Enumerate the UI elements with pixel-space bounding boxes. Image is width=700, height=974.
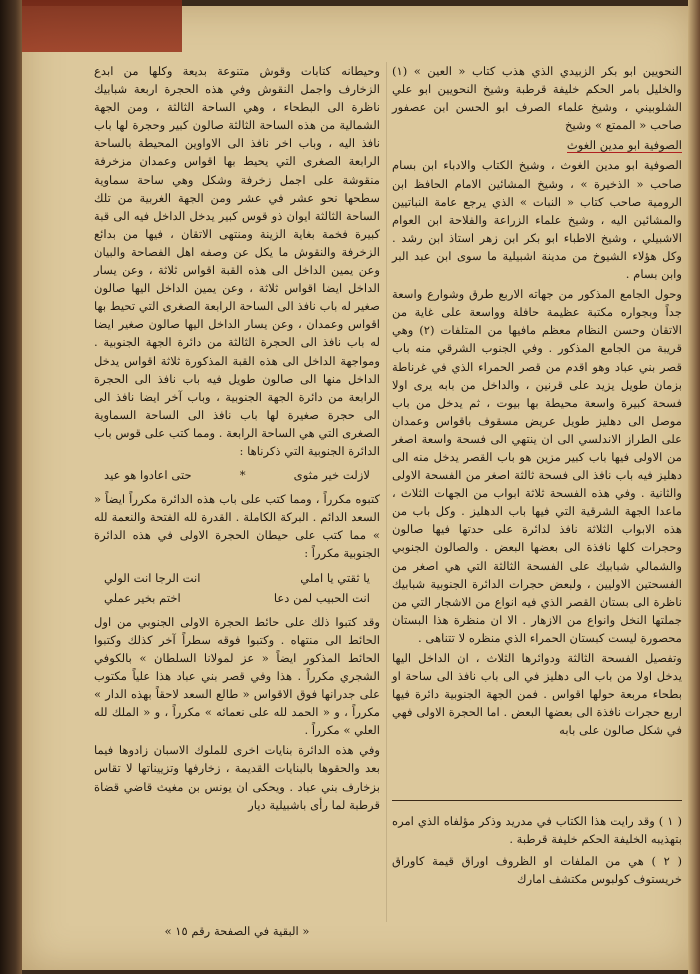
hemistich-right: لازلت خير مثوى [293,468,370,483]
paragraph: النحويين ابو بكر الزبيدي الذي هذب كتاب « العين » (١) والخليل بامر الحكم خليفة قرطبة وشيخ النحويين ابو علي الشلوبيني ، وشيخ علماء الصرف ابو الحسن ابن عصفور صاحب « الممتع » وشيخ [392,64,682,133]
hemistich-right: يا ثقتي يا املي [300,570,370,585]
book-binding [0,0,22,974]
left-column [94,62,380,816]
poem-verse-2 [104,569,370,607]
verse-separator: * [239,468,246,483]
paragraph: كتبوه مكرراً ، ومما كتب على باب هذه الدائرة مكرراً ايضاً « السعد الدائم . البركة الكاملة . القدرة لله الفتحة والنعمة لله » مما كتب على حيطان الحجرة الاولى في هذه الدائرة الجنوبية مكرراً : [94,492,380,561]
poem-line [104,569,370,587]
column-divider [386,62,387,922]
hemistich-right: انت الحبيب لمن دعا [273,590,370,605]
right-column [392,62,682,741]
paragraph: وقد كتبوا ذلك على حائط الحجرة الاولى الجنوبي من اول الحائط الى منتهاه . وكتبوا فوقه سطراً آخر كذلك وكتبوا الحائط المذكور ايضاً « عز لمولانا السلطان » بالكوفي الشجري مكرراً . هذا وفي قصر بني عباد هذا علياً مكتوب على جدرانها فوق الاقواس « طالع السعد لاحقاً بهذه الدار » مكرراً ، و « الحمد لله على نعمائه » مكرراً ، و « الملك لله العلي » مكرراً . [94,614,380,738]
paragraph: وحيطانه كتابات وقوش متنوعة بديعة وكلها من ابدع الزخارف واجمل النقوش وفي هذه الحجرة اربعة شبابيك ناظرة الى البطحاء ، وهي الساحة الثالثة ، ومن الجهة الشمالية من هذه الساحة الثالثة صالون كبير وحجرة لها باب نافذ اليه ، وباب اخر نافذ الى الاواوين المحيطة بالساحة الرابعة الصغرى التي يحيط بها اقواس وعمدان مزخرفة منقوشة على اجمل زخرفة وشكل وهي ساحة سماوية سطحها نحو عشر في عشر ومن الجهة الغربية من تلك الساحة الثالثة ايوان ذو قوس كبير يدخل الداخل فيه الى قبة كبيرة فخمة بغاية الزينة ومنتهى الاتقان ، فيها من بدائع الزخرفة والنقوش ما يكل عن وصفه اهل الفصاحة والبيان وعن يمين الداخل الى هذه القبة اقواس ثلاثة ، وعن يسار الداخل ايضا اقواس ثلاثة ، وعن يمين الداخل اليها صالون صغير له باب نافذ الى الساحة الرابعة الصغرى التي تحيط بها اقواس وعمدان ، وعن يسار الداخل اليها صالون صغير ايضا له باب نافذ الى الحجرة الثالثة من دائرة الجهة الجنوبية . ومواجهة الداخل الى هذه القبة المذكورة ثلاثة اقواس يدخل الداخل منها الى صالون طويل فيه باب نافذ الى الحجرة الرابعة من دائرة الجهة الجنوبية ، وباب آخر ايضا نافذ الى الى حجرة صغيرة لها باب نافذ الى الساحة السماوية الصغرى التي هي الساحة الرابعة . ومما كتب على قوس باب الدائرة الجنوبية التي ذكرناها : [94,64,380,458]
footnote-divider [392,800,682,801]
hemistich-left: اختم بخير عملي [104,590,181,605]
footnote: ( ١ ) وقد رايت هذا الكتاب في مدريد وذكر مؤلفاه الذي امره بتهذيبه الخليفة الحكم خليفة قرطبة . [392,814,682,847]
footnotes [392,812,682,892]
page-edge [688,0,700,974]
poem-verse-1 [104,466,370,484]
hemistich-left: حتى اعادوا هو عيد [104,468,192,483]
continuation-note: « البقية في الصفحة رقم ١٥ » [164,924,310,938]
footnote: ( ٢ ) هي من الملفات او الظروف اوراق قيمة كاوراق خريستوف كولبوس مكتشف امارك [392,854,682,887]
paragraph: وفي هذه الدائرة بنايات اخرى للملوك الاسبان زادوها فيما بعد والحقوها بالبنايات القديمة ، زخارفها وتزييناتها لا تقاس بزخارف بني عباد . ويحكى ان يونس بن مغيث قاضي قضاة قرطبة لما رأى باشبيلية ديار [94,743,380,812]
paragraph: وتفصيل الفسحة الثالثة ودوائرها الثلاث ، ان الداخل اليها يدخل اولا من باب الى دهليز في الى باب نافذ الى ساحة او بطحاء مربعة حولها اقواس . فمن الجهة الجنوبية دائرة فيها اربع حجرات نافذة الى بعضها البعض . اما الحجرة الاولى فهي في شكل صالون على بابه [392,651,682,738]
page-header-tab [22,0,182,52]
paragraph: الصوفية ابو مدين الغوث ، وشيخ الكتاب والادباء ابن بسام صاحب « الذخيرة » ، وشيخ المشائين الامام الحافظ ابن الرومية صاحب كتاب « النبات » الذي يرجع عامة النباتيين والمشائين اليه ، وشيخ علماء الزراعة والفلاحة ابن العوام الاشبيلي ، وشيخ الاطباء ابو بكر ابن زهر استاذ ابن رشد . وكل هؤلاء الشيوخ من مدينة اشبيلية ما سوى ابن عبد البر وابن بسام . [392,158,682,282]
poem-line [104,589,370,607]
underlined-phrase: الصوفية ابو مدين الغوث [566,138,682,153]
paragraph-underlined [392,136,682,154]
paragraph: وحول الجامع المذكور من جهاته الاربع طرق وشوارع واسعة جداً وبجواره مكتبة عظيمة حافلة وواسعة على غاية من الاتقان وحسن النظام معظم مافيها من المتلفات (٢) وهي قريبة من الجامع المذكور . وفي الجنوب الشرقي منه باب قصر بني عباد وهو اقدم من قصر الحمراء الذي في غرناطة بزمان طويل يزيد على قرنين ، والداخل من بابه يرى اولا فسحة كبيرة واسعة محيطة بها بيوت ، ثم يدخل من باب موصل الى دهليز طويل عريض مسقوف باقواس وعمدان على الطراز الاندلسي الى ان ينتهي الى فسحة واسعة اصغر من الاولى فيها باب كبير مزين هو باب القصر يدخل منه الى دهليز فيه باب نافذ الى فسحة ثالثة اصغر من الفسحة الاولى والثانية . وفي هذه الفسحة ثلاثة ابواب من الجهات الثلاث ، ماعدا الجهة الشرقية التي فيها باب الدهليز . وكل باب من هذه الابواب الثلاثة نافذ لدائرة على حدتها فيها صالون وحجرات كلها نافذة الى بعضها البعض . والصالون الجنوبي والشمالي شبابيك على الفسحة الثالثة التي هي اصغر من الفسحتين الاوليين ، ولبعض حجرات الدائرة الجنوبية شبابيك ناظرة الى بستان القصر الذي فيه انواع من الاشجار التي من جملتها النخل وانواع من الازهار . الا ان منظرة هذا البستان محصورة ليست كبستان الحمراء الذي منظره لا تتناهى . [392,287,682,645]
hemistich-left: انت الرجا انت الولي [104,570,201,585]
poem-line [104,466,370,484]
